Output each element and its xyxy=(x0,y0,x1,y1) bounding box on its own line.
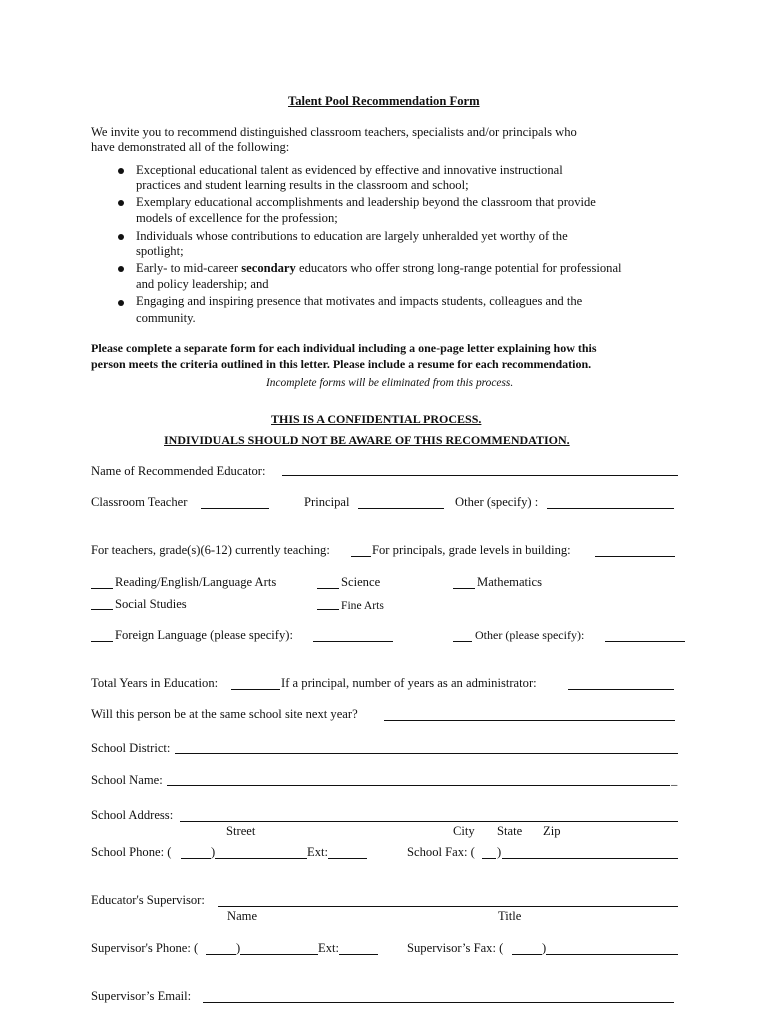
foreign-checkbox-line[interactable] xyxy=(91,641,113,642)
math-checkbox-line[interactable] xyxy=(453,588,475,589)
science-label: Science xyxy=(341,575,381,589)
sup-fax-close: ) xyxy=(542,941,547,955)
fine-arts-checkbox-line[interactable] xyxy=(317,609,339,610)
intro-line-2: have demonstrated all of the following: xyxy=(91,140,290,154)
sup-fax-number-field[interactable] xyxy=(546,954,678,955)
form-title: Talent Pool Recommendation Form xyxy=(288,94,480,108)
school-fax-label: School Fax: ( xyxy=(407,845,475,859)
bullet-3-line-2: spotlight; xyxy=(136,244,184,258)
classroom-teacher-field[interactable] xyxy=(201,508,269,509)
bullet-2-line-2: models of excellence for the profession; xyxy=(136,211,338,225)
bullet-5-line-1: Engaging and inspiring presence that motivates and impacts students, colleagues and the xyxy=(136,294,583,308)
principal-field[interactable] xyxy=(358,508,444,509)
school-fax-number-field[interactable] xyxy=(502,858,678,859)
bullet-3-line-1: Individuals whose contributions to education are largely unheralded yet worthy of the xyxy=(136,229,568,243)
teacher-grades-label: For teachers, grade(s)(6-12) currently teaching: xyxy=(91,543,330,557)
confidential-line-2: INDIVIDUALS SHOULD NOT BE AWARE OF THIS RECOMMENDATION. xyxy=(164,433,570,447)
school-district-field[interactable] xyxy=(175,753,678,754)
sup-email-label: Supervisor’s Email: xyxy=(91,989,192,1003)
intro-line-1: We invite you to recommend distinguished classroom teachers, specialists and/or principals who xyxy=(91,125,577,139)
teacher-grades-field[interactable] xyxy=(351,556,371,557)
bullet-icon xyxy=(118,300,124,306)
school-name-end: _ xyxy=(671,773,678,787)
principal-grades-label: For principals, grade levels in building: xyxy=(372,543,571,557)
other-subject-label: Other (please specify): xyxy=(475,628,585,642)
admin-years-field[interactable] xyxy=(568,689,674,690)
admin-years-label: If a principal, number of years as an administrator: xyxy=(281,676,537,690)
principal-grades-field[interactable] xyxy=(595,556,675,557)
other-specify-field[interactable] xyxy=(547,508,674,509)
school-phone-area-field[interactable] xyxy=(181,858,211,859)
school-phone-close: ) xyxy=(211,845,216,859)
sup-phone-number-field[interactable] xyxy=(240,954,318,955)
school-address-field[interactable] xyxy=(180,821,678,822)
bullet-4-line-2: and policy leadership; and xyxy=(136,277,269,291)
school-phone-number-field[interactable] xyxy=(215,858,307,859)
addr-state-caption: State xyxy=(497,824,523,838)
sup-fax-area-field[interactable] xyxy=(512,954,542,955)
bullet-2-line-1: Exemplary educational accomplishments and leadership beyond the classroom that provide xyxy=(136,195,596,209)
sup-phone-label: Supervisor's Phone: ( xyxy=(91,941,199,955)
bullet-5-line-2: community. xyxy=(136,311,196,325)
other-subject-checkbox-line[interactable] xyxy=(453,641,472,642)
bullet-4-post: educators who offer strong long-range potential for professional xyxy=(295,261,622,275)
sup-name-caption: Name xyxy=(227,909,258,923)
bullet-4-pre: Early- to mid-career xyxy=(136,261,242,275)
incomplete-note: Incomplete forms will be eliminated from this process. xyxy=(266,377,514,389)
bullet-4-line-1 xyxy=(136,261,622,276)
bullet-1-line-1: Exceptional educational talent as evidenced by effective and innovative instructional xyxy=(136,163,563,177)
recommended-educator-label: Name of Recommended Educator: xyxy=(91,464,266,478)
bullet-4-bold: secondary xyxy=(241,261,296,275)
school-ext-field[interactable] xyxy=(328,858,367,859)
math-label: Mathematics xyxy=(477,575,543,589)
sup-phone-area-field[interactable] xyxy=(206,954,236,955)
school-fax-close: ) xyxy=(497,845,502,859)
bullet-1-line-2: practices and student learning results in the classroom and school; xyxy=(136,178,469,192)
sup-phone-close: ) xyxy=(236,941,241,955)
sup-ext-field[interactable] xyxy=(339,954,378,955)
fine-arts-label: Fine Arts xyxy=(341,599,384,612)
reading-label: Reading/English/Language Arts xyxy=(115,575,277,589)
bullet-icon xyxy=(118,168,124,174)
social-checkbox-line[interactable] xyxy=(91,609,113,610)
foreign-field[interactable] xyxy=(313,641,393,642)
sup-email-field[interactable] xyxy=(203,1002,674,1003)
school-name-field[interactable] xyxy=(167,785,670,786)
supervisor-field[interactable] xyxy=(218,906,678,907)
bullet-icon xyxy=(118,266,124,272)
addr-zip-caption: Zip xyxy=(543,824,561,838)
bullet-icon xyxy=(118,200,124,206)
total-years-field[interactable] xyxy=(231,689,280,690)
supervisor-label: Educator's Supervisor: xyxy=(91,893,205,907)
school-ext-label: Ext: xyxy=(307,845,328,859)
principal-label: Principal xyxy=(304,495,350,509)
addr-city-caption: City xyxy=(453,824,475,838)
other-subject-field[interactable] xyxy=(605,641,685,642)
instructions-line-1: Please complete a separate form for each individual including a one-page letter explaining how this xyxy=(91,341,597,355)
same-site-label: Will this person be at the same school site next year? xyxy=(91,707,358,721)
sup-fax-label: Supervisor’s Fax: ( xyxy=(407,941,504,955)
recommended-educator-field[interactable] xyxy=(282,475,678,476)
confidential-line-1: THIS IS A CONFIDENTIAL PROCESS. xyxy=(271,412,482,426)
school-phone-label: School Phone: ( xyxy=(91,845,172,859)
addr-street-caption: Street xyxy=(226,824,256,838)
school-district-label: School District: xyxy=(91,741,171,755)
instructions-line-2: person meets the criteria outlined in this letter. Please include a resume for each recommendation. xyxy=(91,357,592,371)
sup-title-caption: Title xyxy=(498,909,522,923)
other-specify-label: Other (specify) : xyxy=(455,495,539,509)
school-fax-area-field[interactable] xyxy=(482,858,496,859)
reading-checkbox-line[interactable] xyxy=(91,588,113,589)
school-name-label: School Name: xyxy=(91,773,163,787)
social-label: Social Studies xyxy=(115,597,187,611)
foreign-label: Foreign Language (please specify): xyxy=(115,628,293,642)
sup-ext-label: Ext: xyxy=(318,941,339,955)
total-years-label: Total Years in Education: xyxy=(91,676,219,690)
bullet-icon xyxy=(118,234,124,240)
same-site-field[interactable] xyxy=(384,720,675,721)
school-address-label: School Address: xyxy=(91,808,174,822)
science-checkbox-line[interactable] xyxy=(317,588,339,589)
classroom-teacher-label: Classroom Teacher xyxy=(91,495,188,509)
